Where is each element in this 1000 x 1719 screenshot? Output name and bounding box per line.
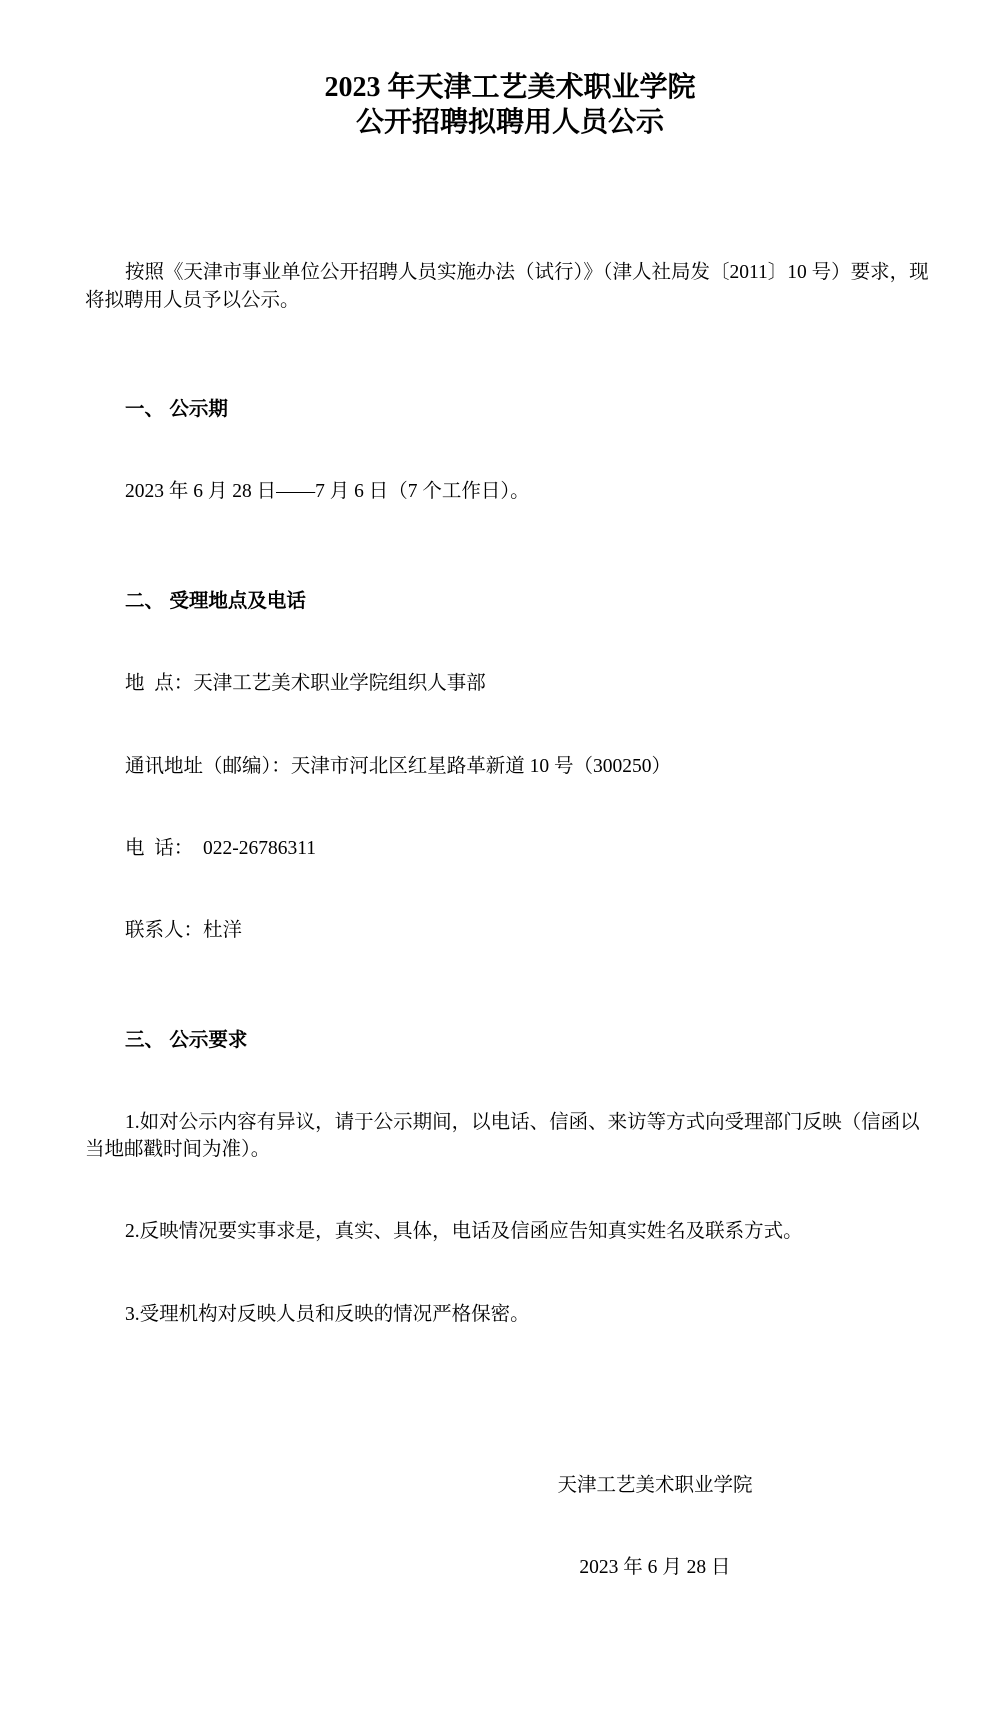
document-body — [85, 177, 935, 1719]
document-content — [85, 70, 935, 1719]
signature-organization: 天津工艺美术职业学院 — [557, 1475, 753, 1497]
signature-date: 2023 年 6 月 28 日 — [579, 1557, 731, 1579]
requirement-item-1: 1.如对公示内容有异议，请于公示期间，以电话、信函、来访等方式向受理部门反映（信函以当地邮戳时间为准）。 — [85, 1111, 920, 1161]
signature-block — [455, 1417, 855, 1636]
mailing-address-line: 通讯地址（邮编）：天津市河北区红星路革新道 10 号（300250） — [125, 755, 672, 777]
document-title-line2: 公开招聘拟聘用人员公示 — [355, 107, 664, 138]
document-title-line1: 2023 年天津工艺美术职业学院 — [324, 72, 696, 103]
publicity-period-line: 2023 年 6 月 28 日——7 月 6 日（7 个工作日）。 — [125, 481, 530, 503]
requirement-item-3: 3.受理机构对反映人员和反映的情况严格保密。 — [125, 1303, 530, 1325]
contact-person-line: 联系人：杜洋 — [125, 919, 243, 941]
location-line: 地 点：天津工艺美术职业学院组织人事部 — [125, 673, 486, 695]
document-title — [85, 70, 935, 140]
section-1-heading: 一、 公示期 — [125, 398, 228, 421]
requirement-item-2: 2.反映情况要实事求是，真实、具体，电话及信函应告知真实姓名及联系方式。 — [125, 1221, 803, 1243]
section-3-heading: 三、 公示要求 — [125, 1028, 248, 1051]
section-2-heading: 二、 受理地点及电话 — [125, 590, 306, 613]
phone-line: 电 话： 022-26786311 — [125, 837, 317, 859]
intro-paragraph: 按照《天津市事业单位公开招聘人员实施办法（试行）》（津人社局发〔2011〕10 号）要求，现将拟聘用人员予以公示。 — [85, 262, 929, 311]
